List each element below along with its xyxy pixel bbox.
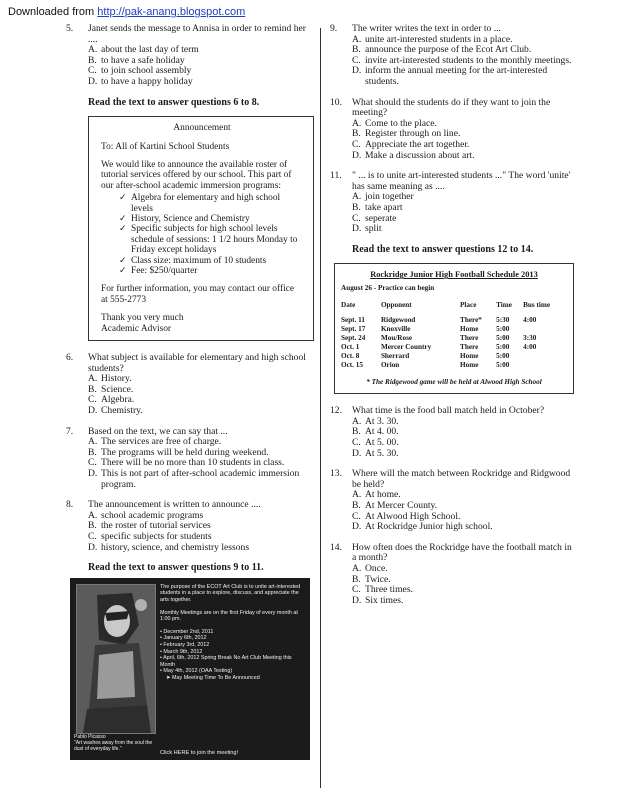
option-text: Twice. xyxy=(365,573,391,585)
question-9 xyxy=(330,24,575,88)
option-text: to have a safe holiday xyxy=(101,54,185,66)
announcement-box xyxy=(88,116,314,341)
question-number: 13. xyxy=(330,468,342,480)
question-text: Janet sends the message to Annisa in order to remind her .... xyxy=(88,23,306,45)
announcement-closing: Thank you very much xyxy=(101,313,184,324)
schedule-column-header: Bus time xyxy=(523,301,551,310)
option-letter: B. xyxy=(352,128,361,140)
question-stem xyxy=(330,543,575,564)
question-6 xyxy=(66,353,314,417)
answer-option[interactable] xyxy=(330,449,575,460)
option-letter: A. xyxy=(352,415,362,427)
option-letter: C. xyxy=(352,54,361,66)
schedule-cell xyxy=(523,325,567,334)
option-letter: D. xyxy=(352,594,362,606)
announcement-signature: Academic Advisor xyxy=(101,323,172,334)
question-number: 12. xyxy=(330,405,342,417)
instruction-12-14: Read the text to answer questions 12 to 14. xyxy=(352,243,534,255)
option-text: History. xyxy=(101,373,132,385)
schedule-cell: Sept. 17 xyxy=(341,325,366,334)
schedule-column-header: Date xyxy=(341,301,356,310)
question-text: The announcement is written to announce .... xyxy=(88,499,261,511)
option-letter: C. xyxy=(88,394,97,406)
answer-option[interactable] xyxy=(330,522,575,533)
question-number: 10. xyxy=(330,96,342,108)
question-stem xyxy=(330,469,575,490)
schedule-cell xyxy=(523,352,567,361)
schedule-cell: Knoxville xyxy=(380,325,411,334)
announcement-item: ✓ Algebra for elementary and high school levels xyxy=(119,193,303,214)
schedule-note: * The Ridgewood game will be held at Alwood High School xyxy=(366,378,542,387)
schedule-cell: 5:00 xyxy=(496,361,510,370)
option-letter: C. xyxy=(352,138,361,150)
answer-option[interactable] xyxy=(66,77,314,88)
schedule-cell: Home xyxy=(460,361,479,370)
schedule-cell: Orion xyxy=(380,361,400,370)
schedule-cell: 3:30 xyxy=(523,334,537,343)
option-letter: A. xyxy=(352,117,362,129)
option-letter: B. xyxy=(352,426,361,438)
option-text: The services are free of charge. xyxy=(101,436,222,448)
football-schedule xyxy=(334,263,574,394)
announcement-recipient: To: All of Kartini School Students xyxy=(101,141,230,152)
option-text: to have a happy holiday xyxy=(101,75,193,87)
schedule-row xyxy=(341,343,567,352)
question-8 xyxy=(66,500,314,553)
option-text: There will be no more than 10 students in class. xyxy=(101,457,285,469)
option-letter: A. xyxy=(88,436,98,448)
schedule-cell: Mou/Rose xyxy=(380,334,413,343)
option-letter: D. xyxy=(88,468,98,479)
option-text: inform the annual meeting for the art-interested students. xyxy=(365,65,548,87)
poster-event: • February 3rd, 2012 xyxy=(160,641,210,648)
schedule-cell: 4:00 xyxy=(523,316,537,325)
announcement-contact: For further information, you may contact our office at 555-2773 xyxy=(101,284,294,305)
right-column xyxy=(330,24,575,616)
schedule-cell: 5:30 xyxy=(496,316,510,325)
schedule-row xyxy=(341,316,567,325)
option-text: At Mercer County. xyxy=(365,500,438,512)
schedule-title: Rockridge Junior High Football Schedule 2013 xyxy=(370,270,538,280)
schedule-row xyxy=(341,325,567,334)
answer-option[interactable] xyxy=(330,140,575,151)
schedule-row xyxy=(341,352,567,361)
question-stem xyxy=(330,98,575,119)
art-club-poster xyxy=(70,578,310,760)
announcement-item: ✓ Specific subjects for high school levels schedule of sessions: 1 1/2 hours Monday to Friday except holidays xyxy=(119,224,303,255)
poster-event: • December 2nd, 2011 xyxy=(160,628,214,635)
schedule-column-header: Place xyxy=(460,301,477,310)
option-letter: D. xyxy=(88,541,98,553)
question-text: What subject is available for elementary and high school students? xyxy=(88,352,306,374)
option-letter: A. xyxy=(88,509,98,521)
option-letter: C. xyxy=(88,457,97,469)
question-text: How often does the Rockridge have the football match in a month? xyxy=(352,541,572,564)
option-text: This is not part of after-school academic immersion program. xyxy=(101,468,300,490)
option-letter: D. xyxy=(88,75,98,87)
announcement-intro: We would like to announce the available roster of tutorial services offered by our school. This part of our after-school academic immersion programs: xyxy=(101,159,292,191)
option-letter: B. xyxy=(88,446,97,458)
option-letter: D. xyxy=(352,149,362,161)
question-text: " ... is to unite art-interested students ..." The word 'unite' has same meaning as .... xyxy=(352,170,571,192)
option-text: At home. xyxy=(365,489,401,501)
question-number: 6. xyxy=(66,352,74,364)
option-text: about the last day of term xyxy=(101,44,199,56)
instruction-9-11: Read the text to answer questions 9 to 11. xyxy=(88,562,264,574)
download-source-line xyxy=(8,6,245,18)
option-text: Chemistry. xyxy=(101,405,143,417)
poster-meetings: Monthly Meetings are on the first Friday of every month at 1:00 pm. xyxy=(160,609,298,623)
option-text: Science. xyxy=(101,383,134,395)
join-meeting-link[interactable]: Click HERE to join the meeting! xyxy=(160,749,239,756)
poster-event: ➤ May Meeting Time To Be Announced xyxy=(166,674,260,681)
question-5 xyxy=(66,24,314,88)
answer-option[interactable] xyxy=(330,66,575,87)
portrait-illustration xyxy=(77,585,155,733)
question-number: 14. xyxy=(330,541,342,553)
option-letter: D. xyxy=(88,405,98,417)
option-text: announce the purpose of the Ecot Art Club. xyxy=(365,44,532,56)
answer-option[interactable] xyxy=(66,469,314,490)
option-text: join together xyxy=(365,191,414,203)
option-text: At 4. 00. xyxy=(365,426,399,438)
option-letter: B. xyxy=(88,383,97,395)
schedule-subtitle: August 26 - Practice can begin xyxy=(341,284,435,293)
poster-event: • April, 6th, 2012 Spring Break No Art Club Meeting this Month xyxy=(160,655,292,668)
option-text: Make a discussion about art. xyxy=(365,149,475,161)
schedule-cell: 5:00 xyxy=(496,343,510,352)
option-text: Appreciate the art together. xyxy=(365,138,470,150)
option-text: At Rockridge Junior high school. xyxy=(365,521,493,533)
question-12 xyxy=(330,406,575,459)
schedule-header-row xyxy=(341,301,567,316)
option-letter: B. xyxy=(352,573,361,585)
question-stem xyxy=(330,24,575,35)
option-text: invite art-interested students to the monthly meetings. xyxy=(365,54,572,66)
instruction-6-8: Read the text to answer questions 6 to 8. xyxy=(88,96,260,108)
question-number: 9. xyxy=(330,23,338,34)
left-column xyxy=(66,24,314,760)
schedule-cell: Sept. 11 xyxy=(341,316,365,325)
option-letter: B. xyxy=(352,44,361,56)
option-letter: D. xyxy=(352,521,362,533)
option-letter: A. xyxy=(88,373,98,385)
option-text: Register through on line. xyxy=(365,128,461,140)
question-number: 11. xyxy=(330,170,342,182)
option-letter: A. xyxy=(352,489,362,501)
schedule-column-header: Opponent xyxy=(380,301,412,310)
poster-event: • March 9th, 2012 xyxy=(160,648,203,655)
option-text: history, science, and chemistry lessons xyxy=(101,541,250,553)
question-text: Based on the text, we can say that ... xyxy=(88,425,228,437)
option-text: specific subjects for students xyxy=(101,530,212,542)
schedule-cell: Sept. 24 xyxy=(341,334,366,343)
option-letter: C. xyxy=(88,65,97,77)
question-10 xyxy=(330,98,575,162)
schedule-body xyxy=(341,316,567,370)
picasso-artwork-image xyxy=(76,584,156,734)
option-text: seperate xyxy=(365,212,397,224)
answer-option[interactable] xyxy=(66,543,314,554)
poster-intro: The purpose of the ECOT Art Club is to unite art-interested students in a place to explore, discuss, and appreciate the arts together. xyxy=(160,583,301,603)
announcement-item: ✓ History, Science and Chemistry xyxy=(119,214,303,224)
question-number: 7. xyxy=(66,425,74,437)
option-letter: A. xyxy=(352,33,362,45)
question-7 xyxy=(66,427,314,491)
option-letter: A. xyxy=(88,44,98,56)
answer-option[interactable] xyxy=(66,406,314,417)
question-13 xyxy=(330,469,575,533)
question-14 xyxy=(330,543,575,607)
option-text: school academic programs xyxy=(101,509,204,521)
question-text: Where will the match between Rockridge and Ridgwood be held? xyxy=(352,468,571,490)
option-text: take apart xyxy=(365,201,403,213)
answer-option[interactable] xyxy=(330,596,575,607)
schedule-cell: Ridgewood xyxy=(380,316,416,325)
option-letter: C. xyxy=(88,530,97,542)
option-text: The programs will be held during weekend. xyxy=(101,446,269,458)
answer-option[interactable] xyxy=(330,564,575,575)
schedule-cell: Home xyxy=(460,325,479,334)
schedule-cell: Oct. 1 xyxy=(341,343,360,352)
question-11 xyxy=(330,171,575,235)
poster-text xyxy=(160,584,306,682)
schedule-cell: There xyxy=(460,343,479,352)
announcement-title: Announcement xyxy=(173,123,231,134)
answer-option[interactable] xyxy=(66,532,314,543)
poster-event: • January 6th, 2012 xyxy=(160,635,207,642)
option-letter: B. xyxy=(88,520,97,532)
question-stem xyxy=(330,171,575,192)
schedule-cell: There xyxy=(460,334,479,343)
option-text: At 3. 30. xyxy=(365,415,399,427)
schedule-cell: 5:00 xyxy=(496,352,510,361)
answer-option[interactable] xyxy=(330,151,575,162)
option-letter: D. xyxy=(352,223,362,235)
option-letter: C. xyxy=(352,212,361,224)
question-text: What time is the food ball match held in October? xyxy=(352,405,545,417)
option-text: At 5. 30. xyxy=(365,447,399,459)
option-text: unite art-interested students in a place. xyxy=(365,33,513,45)
schedule-cell: Oct. 15 xyxy=(341,361,363,370)
option-text: split xyxy=(365,223,382,235)
option-text: the roster of tutorial services xyxy=(101,520,211,532)
option-letter: D. xyxy=(352,447,362,459)
credit-name: Pablo Picasso xyxy=(74,733,106,740)
schedule-cell: Home xyxy=(460,352,479,361)
schedule-cell xyxy=(523,361,567,370)
option-letter: A. xyxy=(352,563,362,574)
schedule-row xyxy=(341,361,567,370)
schedule-cell: Oct. 8 xyxy=(341,352,360,361)
announcement-item: ✓ Class size: maximum of 10 students xyxy=(119,256,303,266)
option-text: to join school assembly xyxy=(101,65,192,77)
answer-option[interactable] xyxy=(330,203,575,214)
option-text: Three times. xyxy=(365,584,413,596)
schedule-row xyxy=(341,334,567,343)
announcement-list xyxy=(101,193,303,276)
option-text: At 5. 00. xyxy=(365,437,399,449)
option-text: Algebra. xyxy=(101,394,135,406)
credit-quote: "Art washes away from the soul the dust of everyday life." xyxy=(74,739,153,752)
option-text: At Alwood High School. xyxy=(365,510,461,522)
answer-option[interactable] xyxy=(330,224,575,235)
question-stem xyxy=(66,353,314,374)
schedule-column-header: Time xyxy=(496,301,512,310)
poster-credit xyxy=(74,734,154,752)
schedule-cell: 5:00 xyxy=(496,325,510,334)
option-letter: B. xyxy=(352,500,361,512)
question-stem xyxy=(66,24,314,45)
question-text: What should the students do if they want to join the meeting? xyxy=(352,96,551,119)
option-letter: C. xyxy=(352,584,361,596)
option-letter: A. xyxy=(352,191,362,203)
schedule-cell: There* xyxy=(460,316,482,325)
question-number: 5. xyxy=(66,23,74,34)
option-letter: C. xyxy=(352,510,361,522)
question-number: 8. xyxy=(66,499,74,511)
schedule-table xyxy=(341,301,567,370)
option-text: Come to the place. xyxy=(365,117,437,129)
option-letter: B. xyxy=(88,54,97,66)
poster-event: • May 4th, 2012 (OAA Testing) xyxy=(160,668,233,675)
schedule-cell: 5:00 xyxy=(496,334,510,343)
option-letter: D. xyxy=(352,65,362,77)
question-text: The writer writes the text in order to ... xyxy=(352,23,501,34)
schedule-cell: Mercer Country xyxy=(380,343,432,352)
announcement-item: ✓ Fee: $250/quarter xyxy=(119,266,303,276)
source-link[interactable]: http://pak-anang.blogspot.com xyxy=(97,6,246,18)
schedule-cell: 4:00 xyxy=(523,343,537,352)
schedule-cell: Sherrard xyxy=(380,352,410,361)
option-letter: C. xyxy=(352,437,361,449)
option-text: Six times. xyxy=(365,594,404,606)
download-prefix: Downloaded from xyxy=(8,6,98,18)
option-letter: B. xyxy=(352,201,361,213)
option-text: Once. xyxy=(365,563,388,574)
column-divider xyxy=(320,28,321,788)
